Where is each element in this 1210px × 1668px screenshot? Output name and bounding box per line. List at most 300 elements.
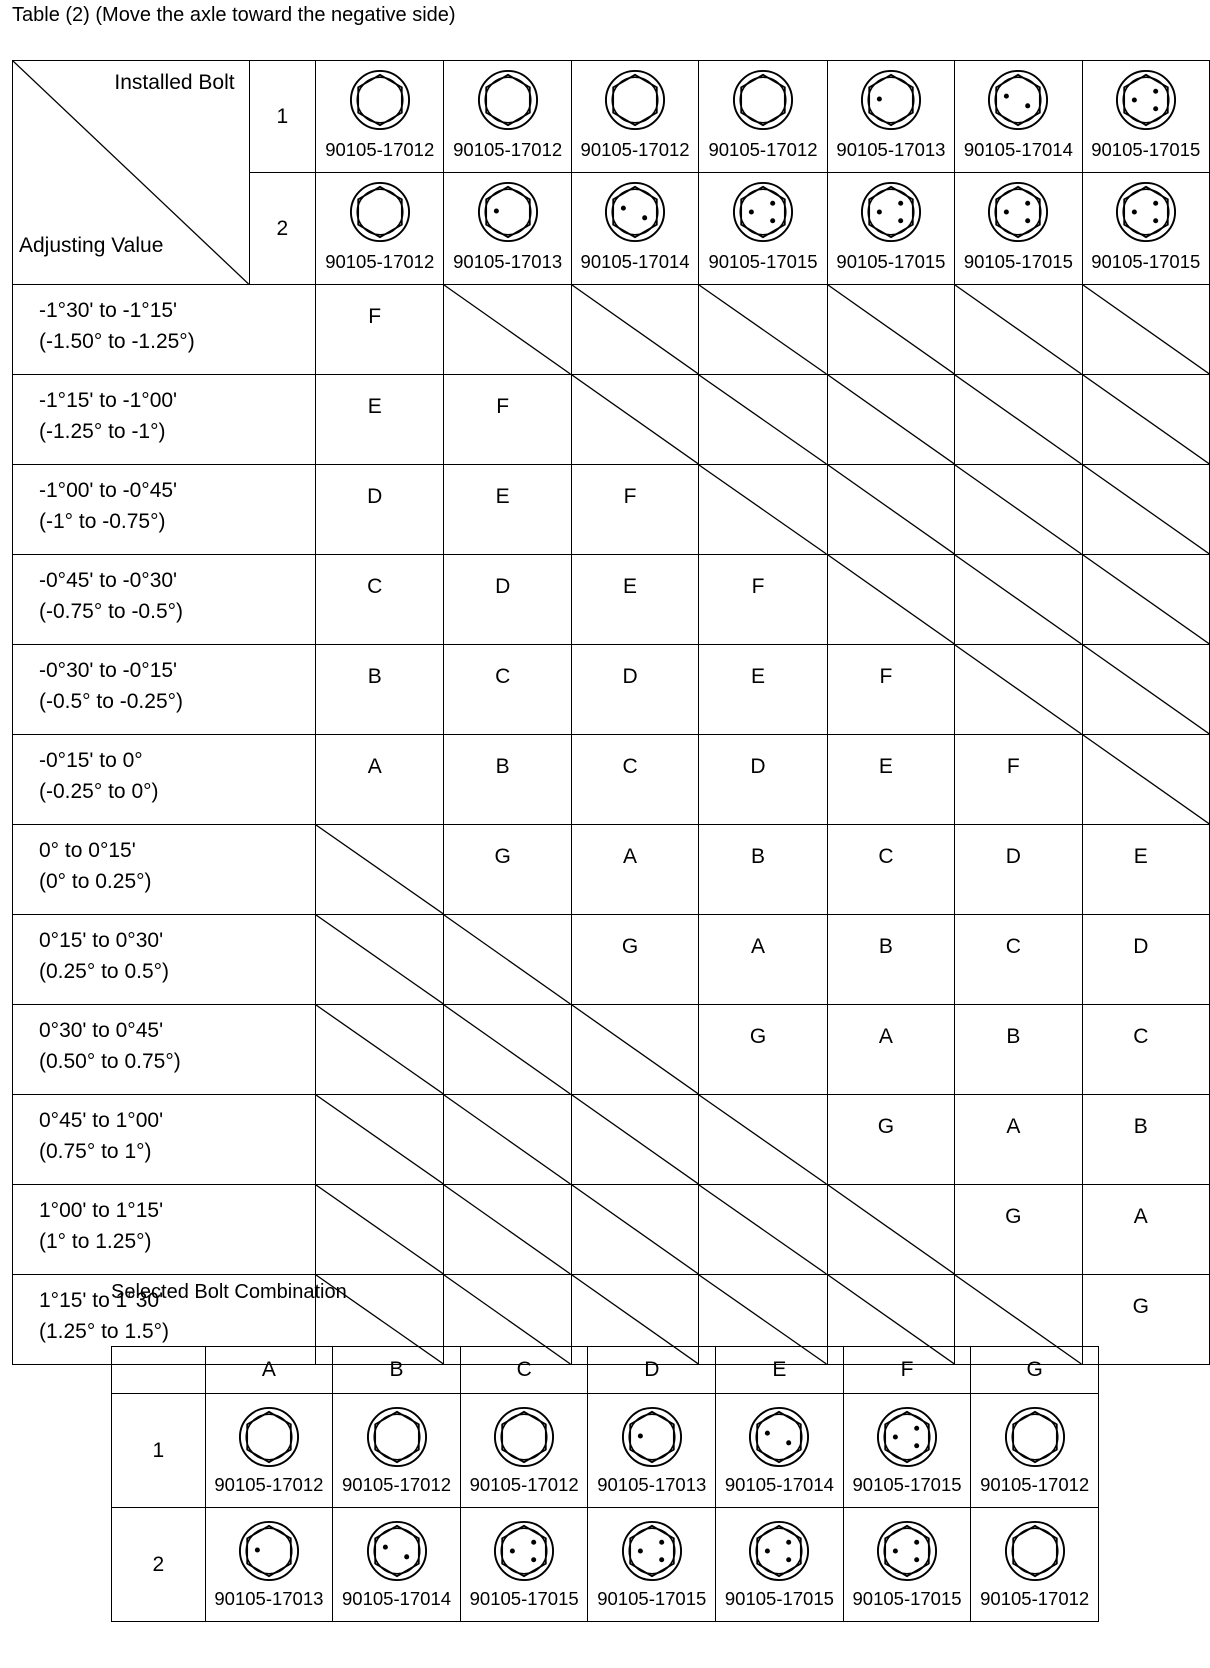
combination-cell [827, 1005, 954, 1095]
combination-cell [1082, 1275, 1209, 1365]
part-number: 90105-17012 [325, 251, 435, 272]
empty-cell [315, 1185, 443, 1275]
hex-bolt-3-dot-icon [1115, 69, 1177, 131]
marker-dot [642, 215, 647, 220]
bolt-cell [460, 1394, 588, 1508]
combination-letter: B [495, 755, 510, 778]
combination-cell [444, 465, 571, 555]
combination-column-header: B [333, 1347, 461, 1394]
part-number: 90105-17015 [963, 251, 1073, 272]
part-number: 90105-17012 [980, 1588, 1090, 1609]
combination-cell [955, 735, 1082, 825]
adjustment-row [13, 555, 1210, 645]
part-number: 90105-17012 [708, 139, 818, 160]
combination-letter: E [750, 665, 765, 688]
combination-column-header: C [460, 1347, 588, 1394]
combination-letter: E [367, 395, 382, 418]
combination-letter: D [367, 485, 383, 508]
part-number: 90105-17015 [852, 1588, 962, 1609]
range-decimal: (0.25° to 0.5°) [39, 960, 170, 983]
range-minutes: -1°00' to -0°45' [39, 479, 178, 502]
combination-letter: G [877, 1115, 895, 1138]
range-decimal: (-1° to -0.75°) [39, 510, 166, 533]
marker-dot [787, 1440, 792, 1445]
hex-bolt-3-dot-icon [493, 1520, 555, 1582]
range-decimal: (-0.75° to -0.5°) [39, 600, 184, 623]
bolt-cell [1082, 61, 1209, 173]
hex-bolt-3-dot-icon [1115, 181, 1177, 243]
combination-cell [444, 375, 571, 465]
combination-letter: E [495, 485, 510, 508]
bolt-cell [444, 173, 571, 285]
combination-cell [571, 465, 698, 555]
combination-cell [571, 915, 698, 1005]
hex-bolt-icon [238, 1406, 300, 1468]
part-number: 90105-17014 [580, 251, 690, 272]
bolt-cell [843, 1394, 971, 1508]
part-number: 90105-17013 [836, 139, 946, 160]
marker-dot [877, 209, 882, 214]
marker-dot [1132, 97, 1137, 102]
adjusting-value-label: Adjusting Value [19, 234, 164, 257]
empty-cell [699, 375, 827, 465]
combination-cell [827, 915, 954, 1005]
marker-dot [914, 1443, 919, 1448]
marker-dot [510, 1548, 515, 1553]
range-decimal: (0° to 0.25°) [39, 870, 152, 893]
part-number: 90105-17015 [708, 251, 818, 272]
hex-bolt-1-dot-icon [238, 1520, 300, 1582]
combination-letter: C [495, 665, 511, 688]
not-applicable-diagonal [316, 1185, 443, 1274]
combination-cell [571, 645, 698, 735]
marker-dot [621, 206, 626, 211]
hex-bolt-3-dot-icon [748, 1520, 810, 1582]
part-number: 90105-17012 [214, 1474, 324, 1495]
empty-cell [1082, 375, 1209, 465]
bolt-cell [1082, 173, 1209, 285]
marker-dot [1132, 209, 1137, 214]
combination-letter: C [622, 755, 638, 778]
combination-cell [699, 555, 827, 645]
adjustment-table [12, 60, 1210, 1365]
part-number: 90105-17015 [469, 1588, 579, 1609]
marker-dot [494, 209, 499, 214]
marker-dot [382, 1545, 387, 1550]
combination-cell [699, 645, 827, 735]
empty-cell [571, 1185, 698, 1275]
table-caption: Table (2) (Move the axle toward the negative side) [12, 4, 456, 26]
combination-letter: B [1133, 1115, 1148, 1138]
range-minutes: -0°15' to 0° [39, 749, 143, 772]
part-number: 90105-17012 [453, 139, 563, 160]
combination-cell [827, 645, 954, 735]
marker-dot [914, 1426, 919, 1431]
not-applicable-diagonal [316, 1095, 443, 1184]
marker-dot [659, 1540, 664, 1545]
adjustment-row [13, 1095, 1210, 1185]
combination-cell [444, 645, 571, 735]
marker-dot [659, 1557, 664, 1562]
marker-dot [1153, 218, 1158, 223]
combination-letter: B [750, 845, 765, 868]
combination-column-header: F [843, 1347, 971, 1394]
selected-row-2-label: 2 [112, 1508, 206, 1622]
marker-dot [893, 1548, 898, 1553]
combination-letter: D [1005, 845, 1021, 868]
bolt-cell [955, 173, 1082, 285]
empty-cell [315, 1095, 443, 1185]
not-applicable-diagonal [699, 465, 826, 554]
not-applicable-diagonal [955, 285, 1081, 374]
part-number: 90105-17015 [1091, 139, 1201, 160]
adjustment-row [13, 735, 1210, 825]
hex-bolt-2-dot-icon [748, 1406, 810, 1468]
combination-column-header: D [588, 1347, 716, 1394]
combination-letter: F [368, 305, 382, 328]
selected-caption: Selected Bolt Combination [111, 1281, 347, 1303]
adjusting-value-cell [13, 735, 316, 825]
empty-cell [827, 285, 954, 375]
marker-dot [1153, 201, 1158, 206]
range-decimal: (1.25° to 1.5°) [39, 1320, 170, 1343]
adjustment-row [13, 825, 1210, 915]
empty-cell [827, 465, 954, 555]
marker-dot [1153, 106, 1158, 111]
hex-bolt-2-dot-icon [604, 181, 666, 243]
marker-dot [893, 1434, 898, 1439]
marker-dot [770, 218, 775, 223]
bolt-row-2-label: 2 [249, 173, 315, 285]
part-number: 90105-17012 [980, 1474, 1090, 1495]
range-minutes: 0° to 0°15' [39, 839, 136, 862]
empty-cell [955, 375, 1082, 465]
hex-bolt-icon [477, 69, 539, 131]
combination-letter: F [1006, 755, 1020, 778]
combination-cell [955, 1005, 1082, 1095]
adjusting-value-cell [13, 645, 316, 735]
hex-bolt-icon [493, 1406, 555, 1468]
not-applicable-diagonal [316, 825, 443, 914]
empty-cell [827, 555, 954, 645]
range-minutes: 0°45' to 1°00' [39, 1109, 164, 1132]
adjusting-value-cell [13, 825, 316, 915]
combination-letter: A [750, 935, 765, 958]
empty-cell [1082, 285, 1209, 375]
range-decimal: (-1.50° to -1.25°) [39, 330, 195, 353]
not-applicable-diagonal [699, 375, 826, 464]
combination-letter: A [878, 1025, 893, 1048]
combination-letter: A [623, 845, 638, 868]
combination-letter: G [1132, 1295, 1149, 1318]
combination-cell [955, 1185, 1082, 1275]
combination-cell [699, 735, 827, 825]
combination-letter: E [878, 755, 893, 778]
marker-dot [1153, 89, 1158, 94]
combination-cell [1082, 915, 1209, 1005]
combination-letter: F [623, 485, 637, 508]
not-applicable-diagonal [1083, 375, 1209, 464]
marker-dot [787, 1540, 792, 1545]
combination-letter: G [1005, 1205, 1022, 1228]
not-applicable-diagonal [1083, 555, 1209, 644]
empty-cell [1082, 465, 1209, 555]
range-decimal: (-0.25° to 0°) [39, 780, 159, 803]
bolt-cell [315, 61, 443, 173]
part-number: 90105-17014 [342, 1588, 452, 1609]
combination-letter: F [751, 575, 765, 598]
combination-letter: B [367, 665, 382, 688]
not-applicable-diagonal [699, 285, 826, 374]
combination-letter: G [621, 935, 639, 958]
range-decimal: (0.75° to 1°) [39, 1140, 152, 1163]
bolt-cell [699, 61, 827, 173]
combination-letter: E [1133, 845, 1148, 868]
hex-bolt-1-dot-icon [860, 69, 922, 131]
marker-dot [638, 1548, 643, 1553]
adjusting-value-cell [13, 555, 316, 645]
empty-cell [699, 1095, 827, 1185]
range-minutes: 0°15' to 0°30' [39, 929, 164, 952]
hex-bolt-3-dot-icon [621, 1520, 683, 1582]
combination-column-header: E [716, 1347, 844, 1394]
part-number: 90105-17014 [724, 1474, 834, 1495]
combination-letter: E [623, 575, 638, 598]
not-applicable-diagonal [316, 915, 443, 1004]
combination-letter: A [367, 755, 382, 778]
not-applicable-diagonal [444, 915, 570, 1004]
combination-letter: D [750, 755, 766, 778]
combination-cell [1082, 1095, 1209, 1185]
combination-column-header: G [971, 1347, 1099, 1394]
empty-cell [571, 375, 698, 465]
combination-cell [827, 735, 954, 825]
bolt-cell [588, 1394, 716, 1508]
marker-dot [1026, 103, 1031, 108]
hex-bolt-3-dot-icon [860, 181, 922, 243]
combination-letter: A [1133, 1205, 1148, 1228]
bolt-cell [971, 1508, 1099, 1622]
combination-cell [444, 735, 571, 825]
bolt-cell [716, 1508, 844, 1622]
combination-letter: F [496, 395, 510, 418]
empty-cell [571, 1005, 698, 1095]
empty-cell [699, 465, 827, 555]
hex-bolt-1-dot-icon [621, 1406, 683, 1468]
part-number: 90105-17015 [836, 251, 946, 272]
adjusting-value-cell [13, 375, 316, 465]
bolt-cell [571, 173, 698, 285]
combination-letter: B [1006, 1025, 1021, 1048]
not-applicable-diagonal [1083, 735, 1209, 824]
combination-cell [315, 465, 443, 555]
installed-bolt-label: Installed Bolt [114, 71, 235, 94]
not-applicable-diagonal [828, 465, 954, 554]
part-number: 90105-17014 [963, 139, 1073, 160]
adjustment-row [13, 645, 1210, 735]
combination-cell [444, 555, 571, 645]
combination-cell [315, 555, 443, 645]
marker-dot [765, 1548, 770, 1553]
empty-cell [699, 1185, 827, 1275]
empty-cell [955, 285, 1082, 375]
combination-letter: D [495, 575, 511, 598]
not-applicable-diagonal [699, 1095, 826, 1184]
bolt-cell [588, 1508, 716, 1622]
bolt-cell [843, 1508, 971, 1622]
empty-cell [1082, 555, 1209, 645]
hex-bolt-icon [732, 69, 794, 131]
not-applicable-diagonal [444, 285, 570, 374]
part-number: 90105-17013 [453, 251, 563, 272]
range-minutes: 1°15' to 1°30' [39, 1289, 164, 1312]
adjusting-value-cell [13, 1185, 316, 1275]
bolt-cell [205, 1508, 333, 1622]
range-decimal: (-0.5° to -0.25°) [39, 690, 184, 713]
combination-cell [699, 1005, 827, 1095]
combination-column-header: A [205, 1347, 333, 1394]
not-applicable-diagonal [955, 375, 1081, 464]
combination-letter: C [1005, 935, 1021, 958]
marker-dot [531, 1540, 536, 1545]
not-applicable-diagonal [1083, 285, 1209, 374]
marker-dot [770, 201, 775, 206]
empty-cell [955, 645, 1082, 735]
combination-letter: C [878, 845, 894, 868]
empty-cell [315, 825, 443, 915]
empty-cell [699, 285, 827, 375]
empty-cell [444, 1095, 571, 1185]
empty-cell [827, 375, 954, 465]
not-applicable-diagonal [444, 1005, 570, 1094]
bolt-cell [699, 173, 827, 285]
not-applicable-diagonal [828, 1185, 954, 1274]
empty-cell [571, 285, 698, 375]
range-decimal: (0.50° to 0.75°) [39, 1050, 181, 1073]
not-applicable-diagonal [955, 465, 1081, 554]
selected-row-1 [112, 1394, 1099, 1508]
bolt-cell [315, 173, 443, 285]
combination-cell [315, 285, 443, 375]
marker-dot [1004, 94, 1009, 99]
not-applicable-diagonal [572, 1095, 698, 1184]
part-number: 90105-17012 [469, 1474, 579, 1495]
marker-dot [1004, 209, 1009, 214]
bolt-row-1-label: 1 [249, 61, 315, 173]
hex-bolt-icon [349, 181, 411, 243]
marker-dot [877, 97, 882, 102]
empty-cell [315, 1005, 443, 1095]
adjustment-row [13, 1005, 1210, 1095]
combination-cell [315, 645, 443, 735]
combination-letter: D [622, 665, 638, 688]
marker-dot [914, 1540, 919, 1545]
part-number: 90105-17013 [214, 1588, 324, 1609]
empty-cell [444, 915, 571, 1005]
empty-cell [444, 1005, 571, 1095]
range-minutes: -0°30' to -0°15' [39, 659, 178, 682]
combination-cell [571, 825, 698, 915]
hex-bolt-icon [349, 69, 411, 131]
combination-cell [827, 1095, 954, 1185]
part-number: 90105-17015 [724, 1588, 834, 1609]
not-applicable-diagonal [316, 1005, 443, 1094]
combination-cell [955, 915, 1082, 1005]
combination-cell [955, 1095, 1082, 1185]
not-applicable-diagonal [1083, 645, 1209, 734]
range-decimal: (1° to 1.25°) [39, 1230, 152, 1253]
bolt-cell [716, 1394, 844, 1508]
combination-cell [444, 825, 571, 915]
not-applicable-diagonal [828, 555, 954, 644]
hex-bolt-icon [1004, 1520, 1066, 1582]
hex-bolt-3-dot-icon [987, 181, 1049, 243]
adjustment-row [13, 465, 1210, 555]
range-minutes: -0°45' to -0°30' [39, 569, 178, 592]
marker-dot [765, 1431, 770, 1436]
combination-cell [571, 735, 698, 825]
empty-cell [444, 1185, 571, 1275]
not-applicable-diagonal [444, 1095, 570, 1184]
adjusting-value-cell [13, 1095, 316, 1185]
empty-cell [315, 915, 443, 1005]
bolt-cell [444, 61, 571, 173]
marker-dot [749, 209, 754, 214]
hex-bolt-icon [604, 69, 666, 131]
empty-cell [444, 285, 571, 375]
not-applicable-diagonal [572, 375, 698, 464]
not-applicable-diagonal [444, 1185, 570, 1274]
combination-cell [315, 375, 443, 465]
empty-cell [571, 1095, 698, 1185]
combination-cell [1082, 1005, 1209, 1095]
combination-letter: B [878, 935, 893, 958]
hex-bolt-3-dot-icon [732, 181, 794, 243]
part-number: 90105-17012 [325, 139, 435, 160]
hex-bolt-1-dot-icon [477, 181, 539, 243]
marker-dot [898, 218, 903, 223]
bolt-cell [571, 61, 698, 173]
adjusting-value-cell [13, 465, 316, 555]
selected-row-1-label: 1 [112, 1394, 206, 1508]
combination-cell [699, 915, 827, 1005]
not-applicable-diagonal [955, 645, 1081, 734]
selected-bolt-table [111, 1346, 1099, 1622]
selected-row-2 [112, 1508, 1099, 1622]
marker-dot [404, 1554, 409, 1559]
part-number: 90105-17012 [342, 1474, 452, 1495]
hex-bolt-icon [366, 1406, 428, 1468]
adjusting-value-cell [13, 1005, 316, 1095]
adjustment-row [13, 1185, 1210, 1275]
combination-cell [1082, 1185, 1209, 1275]
combination-cell [699, 825, 827, 915]
empty-cell [827, 1185, 954, 1275]
combination-letter: C [1133, 1025, 1149, 1048]
bolt-cell [827, 173, 954, 285]
not-applicable-diagonal [699, 1185, 826, 1274]
combination-cell [1082, 825, 1209, 915]
marker-dot [531, 1557, 536, 1562]
marker-dot [914, 1557, 919, 1562]
not-applicable-diagonal [828, 285, 954, 374]
marker-dot [1026, 201, 1031, 206]
bolt-cell [205, 1394, 333, 1508]
range-minutes: 0°30' to 0°45' [39, 1019, 164, 1042]
marker-dot [638, 1434, 643, 1439]
hex-bolt-3-dot-icon [876, 1520, 938, 1582]
range-minutes: 1°00' to 1°15' [39, 1199, 164, 1222]
